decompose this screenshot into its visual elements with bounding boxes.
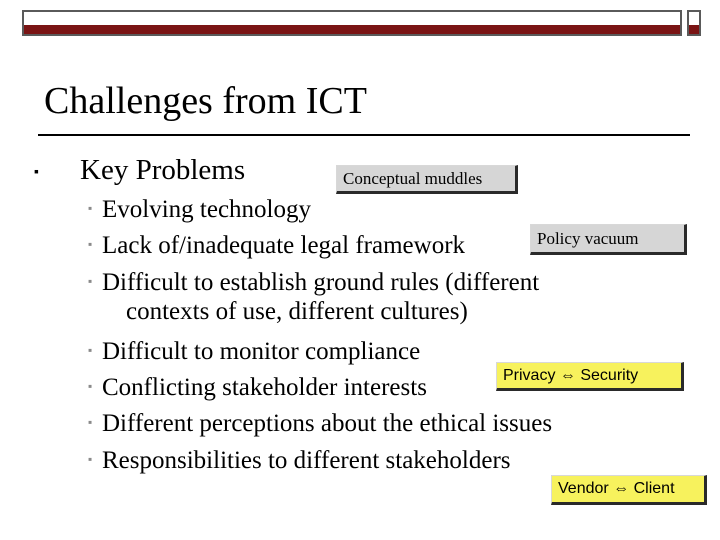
list-item [88, 229, 465, 261]
callout-policy-vacuum: Policy vacuum [530, 224, 687, 255]
list-item-text: Different perceptions about the ethical issues [102, 410, 553, 437]
bullet-icon: ▪ [88, 201, 93, 215]
list-item-text: Evolving technology [102, 196, 311, 223]
callout-vendor-client: Vendor ⇔ Client [551, 475, 707, 505]
title-divider [38, 134, 690, 136]
list-item-text: Difficult to establish ground rules (different [102, 269, 540, 296]
list-item [88, 335, 420, 367]
list-item [88, 193, 311, 225]
slide-title: Challenges from ICT [44, 80, 367, 122]
main-bullet-text: Key Problems [80, 154, 246, 186]
callout-conceptual-muddles: Conceptual muddles [336, 165, 518, 194]
header-decoration-bar [22, 10, 682, 36]
bullet-icon: ▪ [88, 343, 93, 357]
bullet-icon: ▪ [88, 379, 93, 393]
header-decoration-square [687, 10, 701, 36]
bullet-icon: ▪ [88, 237, 93, 251]
list-item [88, 444, 511, 476]
main-bullet-icon: ▪ [34, 165, 39, 180]
list-item-text: Conflicting stakeholder interests [102, 374, 427, 401]
list-item [88, 371, 427, 403]
bullet-icon: ▪ [88, 452, 93, 466]
list-item-text: Responsibilities to different stakeholders [102, 447, 511, 474]
bullet-icon: ▪ [88, 415, 93, 429]
callout-privacy-security: Privacy ⇔ Security [496, 362, 684, 391]
list-item-text: Lack of/inadequate legal framework [102, 232, 466, 259]
bullet-icon: ▪ [88, 274, 93, 288]
list-item [88, 407, 552, 439]
list-item-text: Difficult to monitor compliance [102, 338, 421, 365]
list-item-continuation: contexts of use, different cultures) [126, 298, 468, 325]
list-item [88, 266, 539, 298]
